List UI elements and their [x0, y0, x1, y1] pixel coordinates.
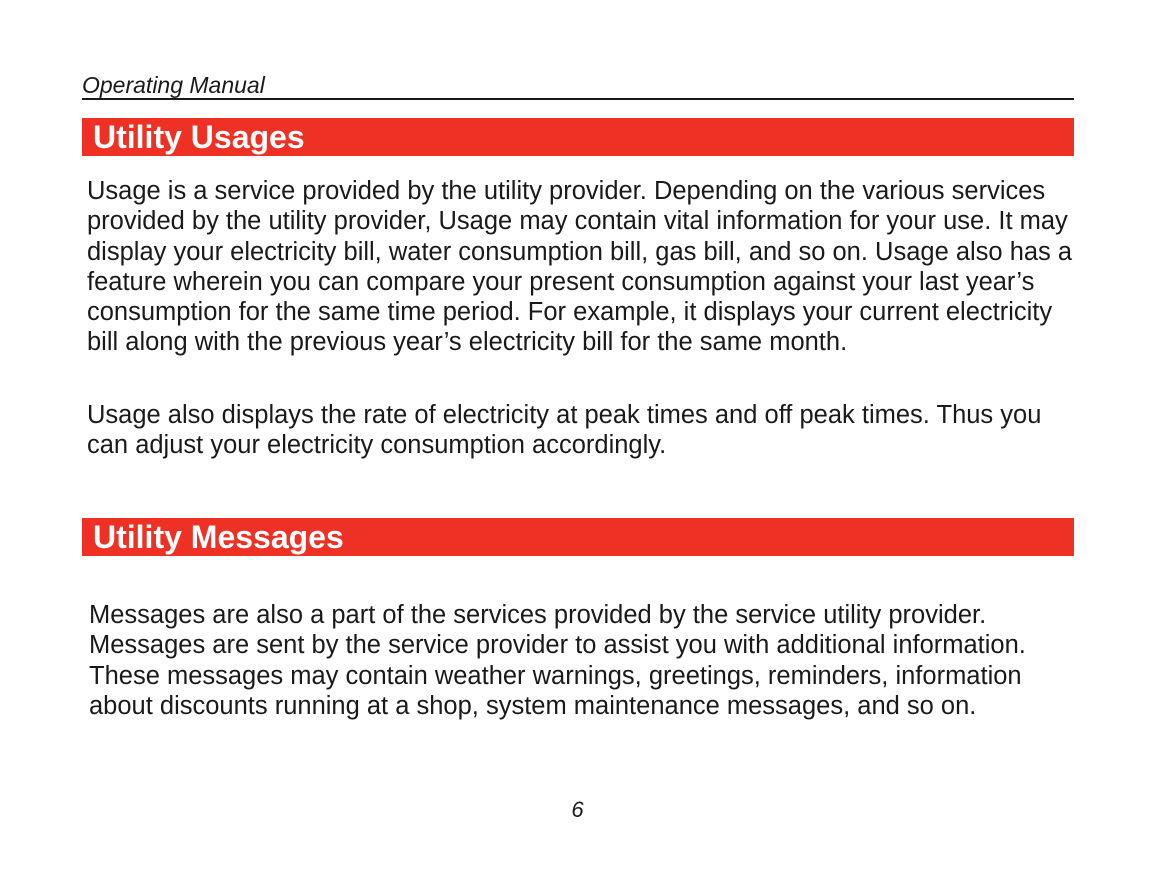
- section-heading-utility-usages: [82, 118, 1074, 156]
- section-title-utility-usages: Utility Usages: [93, 119, 305, 155]
- running-header: [82, 70, 1074, 100]
- running-header-title: Operating Manual: [82, 72, 265, 98]
- section-heading-utility-messages: [82, 518, 1074, 556]
- usage-paragraph-2: Usage also displays the rate of electricity at peak times and off peak times. Thus you can adjust your electricity consumption accordingly.: [87, 401, 1042, 460]
- usage-paragraph-1: Usage is a service provided by the utility provider. Depending on the various services provided by the utility provider, Usage may contain vital information for your use. It may display your electricity bill, water consumption bill, gas bill, and so on. Usage also has a feature wherein you can compare your present consumption against your last year’s consumption for the same time period. For example, it displays your current electricity bill along with the previous year’s electricity bill for the same month.: [87, 177, 1073, 357]
- messages-paragraph-1: Messages are also a part of the services provided by the service utility provider. Messages are sent by the service provider to assist you with additional information. These messages may contain weather warnings, greetings, reminders, information about discounts running at a shop, system maintenance messages, and so on.: [89, 601, 1026, 720]
- section-title-utility-messages: Utility Messages: [93, 519, 344, 555]
- page-number: 6: [571, 797, 584, 822]
